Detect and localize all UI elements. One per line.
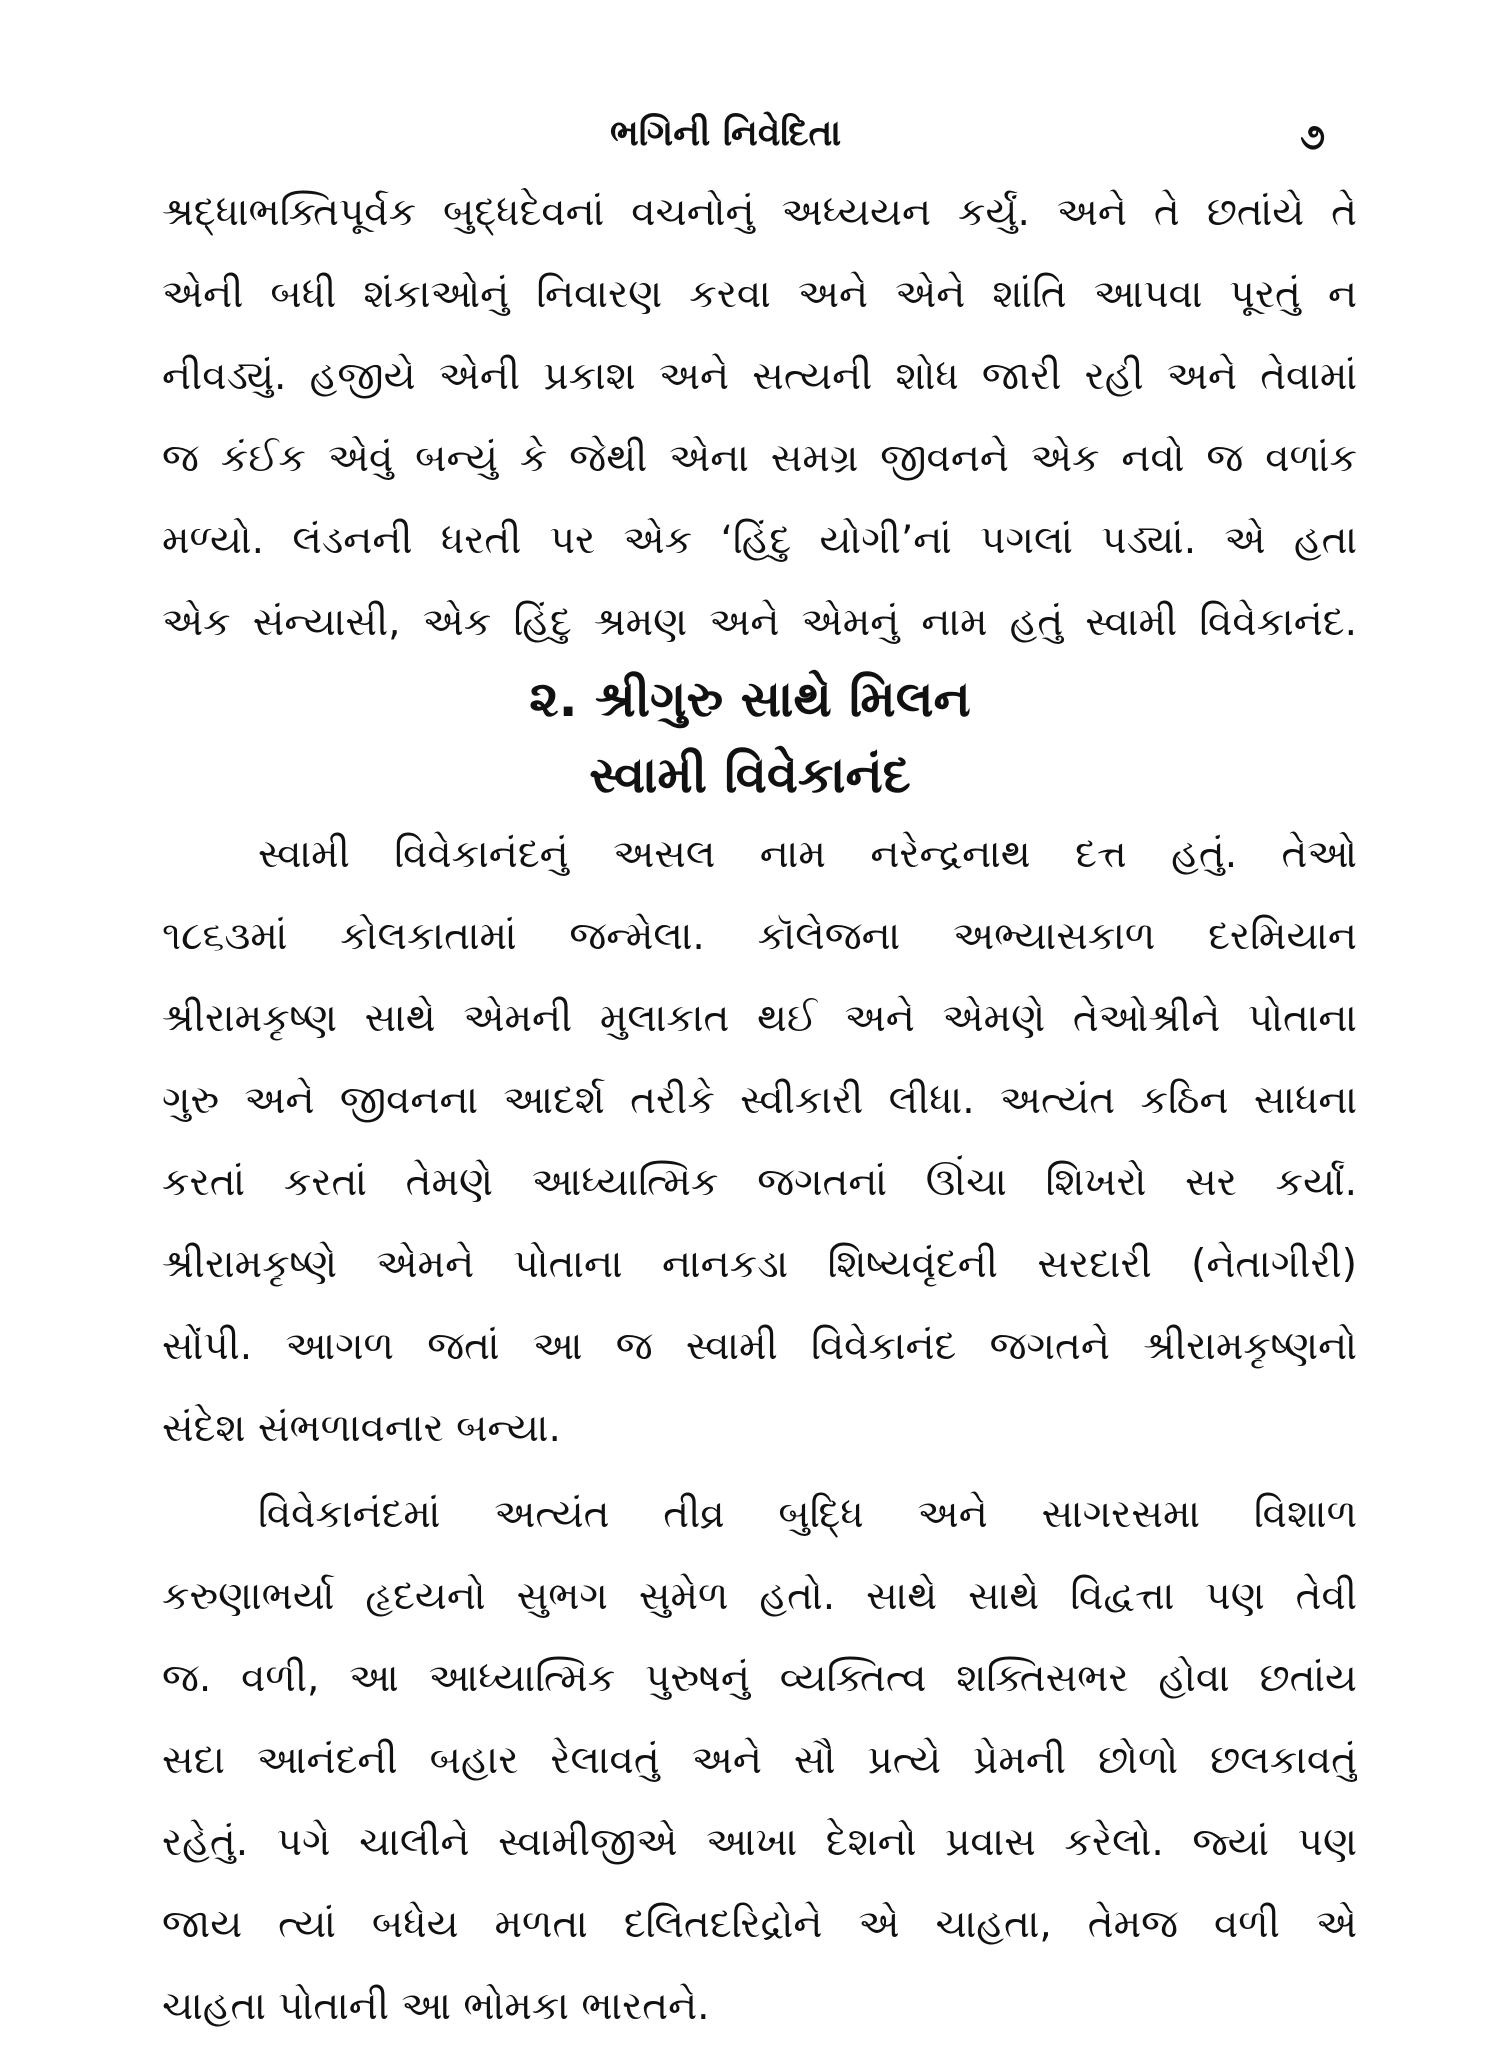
text-line: જ કંઈક એવું બન્યું કે જેથી એના સમગ્ર જીવનને એક નવો જ વળાંક (162, 436, 1357, 481)
running-title: ભગિની નિવેદિતા (610, 113, 842, 154)
page-number: ૭ (1300, 117, 1326, 158)
text-line: એની બધી શંકાઓનું નિવારણ કરવા અને એને શાંતિ આપવા પૂરતું ન (162, 272, 1357, 317)
text-line: ચાહતા પોતાની આ ભોમકા ભારતને. (162, 1984, 710, 2029)
text-line: કરુણાભર્યા હૃદયનો સુભગ સુમેળ હતો. સાથે સાથે વિદ્વત્તા પણ તેવી (162, 1574, 1357, 1619)
text-line: શ્રીરામકૃષ્ણે એમને પોતાના નાનકડા શિષ્યવૃંદની સરદારી (નેતાગીરી) (162, 1242, 1357, 1287)
text-line: સ્વામી વિવેકાનંદનું અસલ નામ નરેન્દ્રનાથ દત્ત હતું. તેઓ (258, 832, 1357, 877)
section-subheading: સ્વામી વિવેકાનંદ (589, 746, 911, 804)
text-line: સદા આનંદની બહાર રેલાવતું અને સૌ પ્રત્યે પ્રેમની છોળો છલકાવતું (162, 1738, 1357, 1783)
text-line: ૧૮૬૩માં કોલકાતામાં જન્મેલા. કૉલેજના અભ્યાસકાળ દરમિયાન (162, 914, 1357, 959)
text-line: જ. વળી, આ આધ્યાત્મિક પુરુષનું વ્યક્તિત્વ શક્તિસભર હોવા છતાંય (162, 1656, 1357, 1701)
section-heading: ૨. શ્રીગુરુ સાથે મિલન (529, 670, 971, 728)
text-line: સોંપી. આગળ જતાં આ જ સ્વામી વિવેકાનંદ જગતને શ્રીરામકૃષ્ણનો (162, 1324, 1357, 1369)
text-line: એક સંન્યાસી, એક હિંદુ શ્રમણ અને એમનું નામ હતું સ્વામી વિવેકાનંદ. (162, 600, 1357, 645)
text-line: રહેતું. પગે ચાલીને સ્વામીજીએ આખા દેશનો પ્રવાસ કરેલો. જ્યાં પણ (162, 1820, 1357, 1865)
text-line: શ્રીરામકૃષ્ણ સાથે એમની મુલાકાત થઈ અને એમણે તેઓશ્રીને પોતાના (162, 996, 1357, 1041)
paragraph-continued (162, 172, 1357, 664)
text-line: નીવડ્યું. હજીયે એની પ્રકાશ અને સત્યની શોધ જારી રહી અને તેવામાં (162, 354, 1357, 399)
paragraph (162, 814, 1357, 1470)
text-line: ગુરુ અને જીવનના આદર્શ તરીકે સ્વીકારી લીધા. અત્યંત કઠિન સાધના (162, 1078, 1357, 1123)
text-line: જાય ત્યાં બધેય મળતા દલિતદરિદ્રોને એ ચાહતા, તેમજ વળી એ (162, 1902, 1357, 1947)
text-line: વિવેકાનંદમાં અત્યંત તીવ્ર બુદ્ધિ અને સાગરસમા વિશાળ (258, 1492, 1357, 1537)
text-line: સંદેશ સંભળાવનાર બન્યા. (162, 1406, 561, 1451)
text-line: કરતાં કરતાં તેમણે આધ્યાત્મિક જગતનાં ઊંચા શિખરો સર કર્યાં. (162, 1160, 1357, 1205)
text-line: મળ્યો. લંડનની ધરતી પર એક ‘હિંદુ યોગી’નાં પગલાં પડ્યાં. એ હતા (162, 518, 1357, 563)
running-header (0, 104, 1500, 164)
paragraph (162, 1474, 1357, 2048)
text-line: શ્રદ્ધાભક્તિપૂર્વક બુદ્ધદેવનાં વચનોનું અધ્યયન કર્યું. અને તે છતાંયે તે (162, 190, 1357, 235)
